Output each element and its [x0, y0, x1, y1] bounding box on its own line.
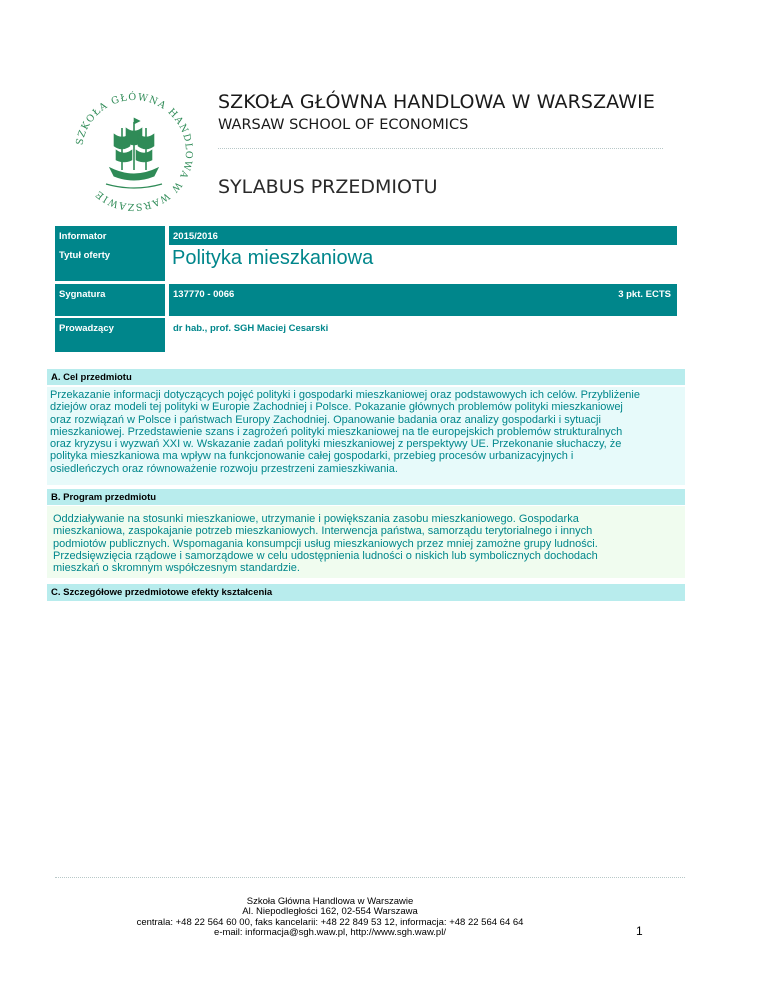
signature-value-cell: [169, 284, 677, 316]
offer-title-label: Tytuł oferty: [55, 245, 165, 281]
ects-points: 3 pkt. ECTS: [618, 289, 671, 300]
section-a-line: oraz kryzysu i wyzwań XXI w. Wskazanie zadań polityki mieszkaniowej z perspektywy UE. Przekonanie słuchaczy, że: [50, 438, 622, 451]
signature-value: 137770 - 0066: [173, 289, 235, 300]
lecturer-value: dr hab., prof. SGH Maciej Cesarski: [169, 318, 677, 352]
section-a-line: polityka mieszkaniowa ma wpływ na funkcjonowanie całej gospodarki, przebieg procesów urbanizacyjnych i: [50, 450, 574, 463]
school-name-english: WARSAW SCHOOL OF ECONOMICS: [218, 117, 469, 133]
section-a-line: dziejów oraz modeli tej polityki w Europie Zachodniej i Polsce. Pokazanie głównych problemów polityki mieszkaniowej: [50, 401, 623, 414]
section-b-line: mieszkaniowa, zaspokajanie potrzeb mieszkaniowych. Interwencja państwa, samorządu terytorialnego i innych: [53, 525, 593, 538]
info-row-offer-title: [55, 245, 677, 281]
footer-street: Al. Niepodległości 162, 02-554 Warszawa: [242, 906, 418, 918]
section-a-line: Przekazanie informacji dotyczących pojęć polityki i gospodarki mieszkaniowej oraz podstawowych ich celów. Przybliżenie: [50, 389, 640, 401]
lecturer-label: Prowadzący: [55, 318, 165, 352]
footer-contact: e-mail: informacja@sgh.waw.pl, http://www.sgh.waw.pl/: [214, 926, 446, 938]
footer-address: [100, 897, 560, 938]
seal-text: SZKOŁA GŁÓWNA HANDLOWA W WARSZAWIE: [74, 91, 195, 213]
section-b-line: Przedsięwzięcia rządowe i samorządowe w celu udostępnienia ludności o niskich lub symbolicznych dochodach: [53, 549, 598, 562]
page-number: 1: [636, 924, 643, 938]
section-a-body: [47, 387, 685, 485]
sgh-seal-logo: [70, 88, 198, 216]
header-divider: [218, 148, 663, 149]
section-a-line: mieszkaniowej. Przedstawienie szans i zagrożeń polityki mieszkaniowej na tle europejskich problemów strukturalnych: [50, 425, 623, 438]
info-row-informator: [55, 226, 677, 245]
informator-label: Informator: [55, 226, 165, 245]
section-c-heading: C. Szczegółowe przedmiotowe efekty kształcenia: [47, 584, 685, 601]
section-b-heading: B. Program przedmiotu: [47, 489, 685, 505]
informator-value: 2015/2016: [169, 226, 677, 245]
section-a-line: osiedleńczych oraz równoważenie rozwoju przestrzeni zamieszkiwania.: [50, 462, 398, 475]
footer-phones: centrala: +48 22 564 60 00, faks kancelarii: +48 22 849 53 12, informacja: +48 22 564 64 64: [136, 916, 524, 928]
section-b-line: mieszkań o skromnym współczesnym standardzie.: [53, 562, 300, 575]
section-b-line: podmiotów publicznych. Wspomagania konsumpcji usług mieszkaniowych przez mniej zamożne grupy ludności.: [53, 537, 598, 550]
footer-divider: [55, 877, 685, 878]
school-name: SZKOŁA GŁÓWNA HANDLOWA W WARSZAWIE: [218, 91, 655, 113]
info-row-lecturer: [55, 318, 677, 352]
offer-title-value: Polityka mieszkaniowa: [169, 245, 677, 281]
section-a-heading: A. Cel przedmiotu: [47, 369, 685, 385]
section-b-body: [47, 506, 685, 578]
signature-label: Sygnatura: [55, 284, 165, 316]
footer-school-name: Szkoła Główna Handlowa w Warszawie: [246, 896, 414, 907]
ship-icon: [106, 118, 162, 188]
info-row-signature: [55, 284, 677, 316]
section-b-line: Oddziaływanie na stosunki mieszkaniowe, utrzymanie i powiększania zasobu mieszkaniowego. Gospodarka: [53, 513, 579, 525]
document-title: SYLABUS PRZEDMIOTU: [218, 176, 438, 198]
section-a-line: oraz rozwiązań w Polsce i państwach Europy Zachodniej. Opanowanie badania oraz analizy gospodarki i sytuacji: [50, 413, 601, 426]
